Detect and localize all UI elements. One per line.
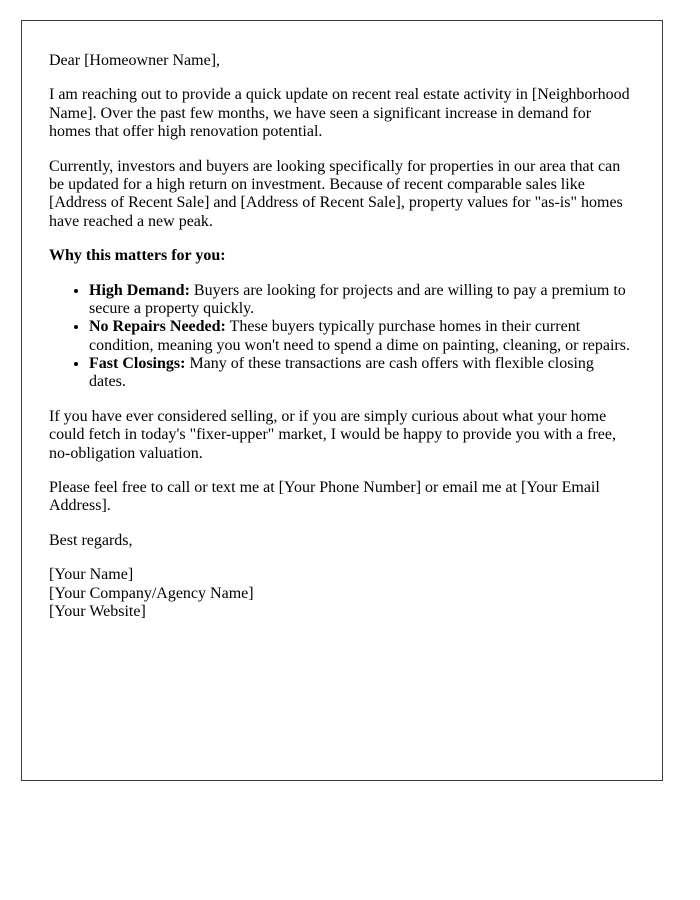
section-heading-text: Why this matters for you: bbox=[49, 247, 226, 265]
bullet-text: Buyers are looking for projects and are willing to pay a premium to secure a property quickly. bbox=[89, 281, 626, 317]
letter-page bbox=[21, 20, 663, 781]
signature-line-name: [Your Name] bbox=[49, 566, 134, 584]
signature-line-company: [Your Company/Agency Name] bbox=[49, 584, 254, 602]
salutation: Dear [Homeowner Name], bbox=[49, 52, 221, 69]
intro-paragraph-2: Currently, investors and buyers are looking specifically for properties in our area that can be updated for a high return on investment. Because of recent comparable sales like [Address of Recent Sale] and [Address of Recent Sale], property values for "as-is" homes have reached a new peak. bbox=[49, 157, 623, 230]
list-item-no-repairs bbox=[89, 318, 633, 355]
closing-paragraph-2: Please feel free to call or text me at [Your Phone Number] or email me at [Your Email Address]. bbox=[49, 479, 600, 515]
section-heading bbox=[49, 247, 633, 265]
benefits-list bbox=[49, 282, 633, 392]
signoff: Best regards, bbox=[49, 531, 133, 549]
bullet-lead: Fast Closings: bbox=[89, 355, 186, 373]
bullet-text: These buyers typically purchase homes in their current condition, meaning you won't need to spend a dime on painting, cleaning, or repairs. bbox=[89, 318, 630, 354]
signature-block bbox=[49, 566, 633, 621]
signature-line-website: [Your Website] bbox=[49, 602, 146, 620]
bullet-lead: No Repairs Needed: bbox=[89, 318, 226, 336]
list-item-fast-closings bbox=[89, 355, 633, 392]
intro-paragraph-1: I am reaching out to provide a quick update on recent real estate activity in [Neighborhood Name]. Over the past few months, we have seen a significant increase in demand for homes that offer high renovation potential. bbox=[49, 86, 630, 141]
closing-paragraph-1: If you have ever considered selling, or if you are simply curious about what your home could fetch in today's "fixer-upper" market, I would be happy to provide you with a free, no-obligation valuation. bbox=[49, 407, 617, 462]
bullet-lead: High Demand: bbox=[89, 281, 190, 299]
list-item-high-demand bbox=[89, 282, 633, 319]
bullet-text: Many of these transactions are cash offers with flexible closing dates. bbox=[89, 355, 594, 391]
